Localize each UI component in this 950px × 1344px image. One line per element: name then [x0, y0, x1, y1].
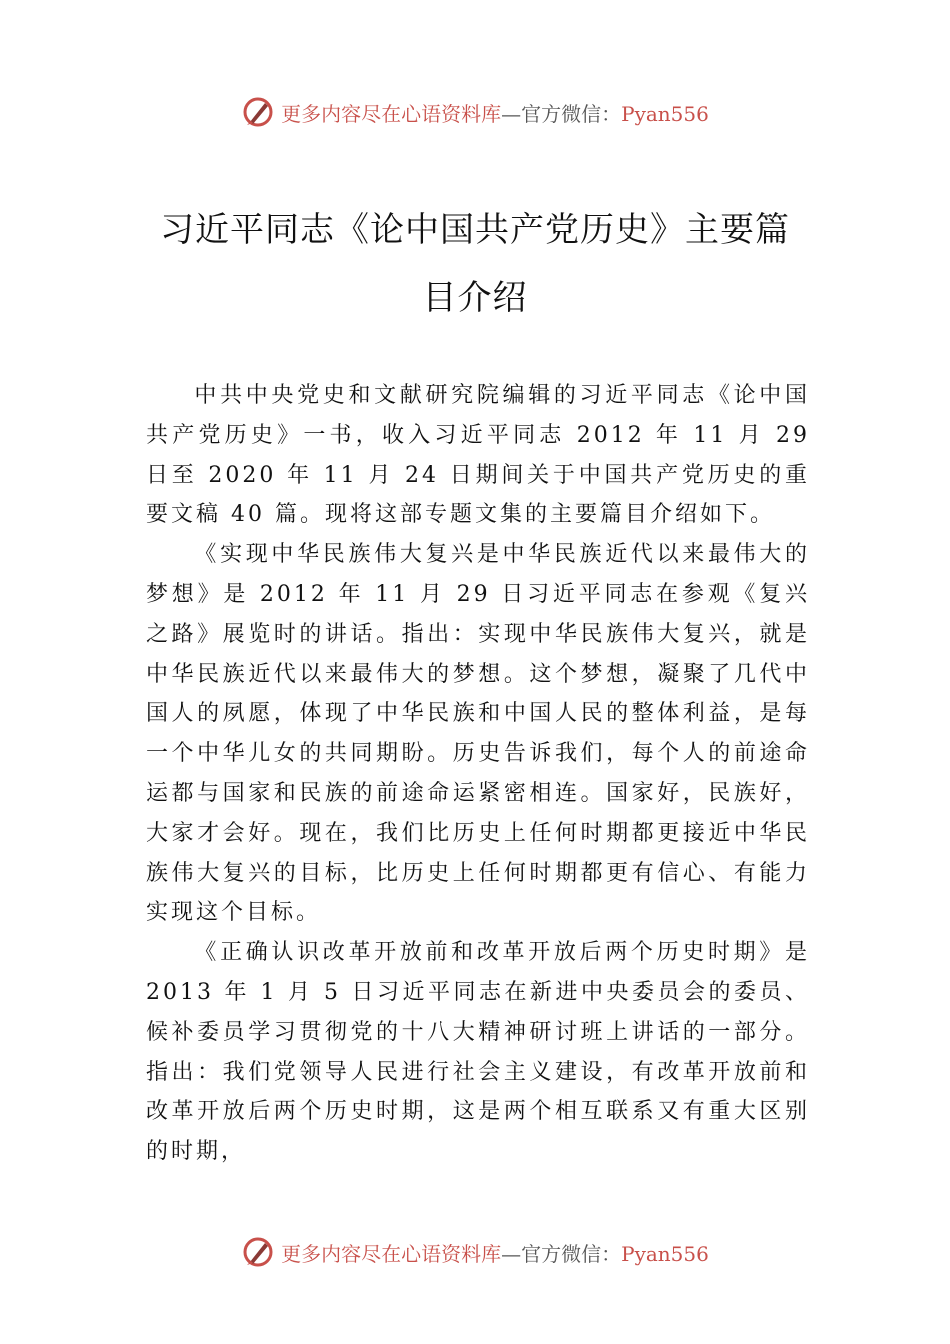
banner-site-text: 更多内容尽在心语资料库: [281, 101, 502, 126]
banner-wechat-id: Pyan556: [621, 101, 709, 126]
footer-wechat-id: Pyan556: [621, 1241, 709, 1266]
paragraph-two-periods: 《正确认识改革开放前和改革开放后两个历史时期》是 2013 年 1 月 5 日习近平同志在新进中央委员会的委员、候补委员学习贯彻党的十八大精神研讨班上讲话的一部分。指出：我们党领导人民进行社会主义建设，有改革开放前和改革开放后两个历史时期，这是两个相互联系又有重大区别的时期，: [146, 940, 810, 1165]
pen-logo-icon: [241, 95, 275, 129]
footer-watermark: [0, 1232, 950, 1272]
document-title: 习近平同志《论中国共产党历史》主要篇目介绍: [160, 210, 790, 318]
footer-separator: —: [501, 1241, 522, 1266]
pen-logo-icon: [241, 1235, 275, 1269]
footer-wechat-label: 官方微信：: [521, 1241, 622, 1266]
footer-site-text: 更多内容尽在心语资料库: [281, 1241, 502, 1266]
header-watermark: [0, 92, 950, 132]
banner-wechat-label: 官方微信：: [521, 101, 622, 126]
paragraph-intro: 中共中央党史和文献研究院编辑的习近平同志《论中国共产党历史》一书，收入习近平同志 2012 年 11 月 29 日至 2020 年 11 月 24 日期间关于中国共产党历史的重要文稿 40 篇。现将这部专题文集的主要篇目介绍如下。: [146, 383, 810, 528]
banner-separator: —: [501, 101, 522, 126]
paragraph-rejuvenation-dream: 《实现中华民族伟大复兴是中华民族近代以来最伟大的梦想》是 2012 年 11 月 29 日习近平同志在参观《复兴之路》展览时的讲话。指出：实现中华民族伟大复兴，就是中华民族近代以来最伟大的梦想。这个梦想，凝聚了几代中国人的夙愿，体现了中华民族和中国人民的整体利益，是每一个中华儿女的共同期盼。历史告诉我们，每个人的前途命运都与国家和民族的前途命运紧密相连。国家好，民族好，大家才会好。现在，我们比历史上任何时期都更接近中华民族伟大复兴的目标，比历史上任何时期都更有信心、有能力实现这个目标。: [146, 542, 810, 926]
document-body: [146, 376, 810, 1172]
